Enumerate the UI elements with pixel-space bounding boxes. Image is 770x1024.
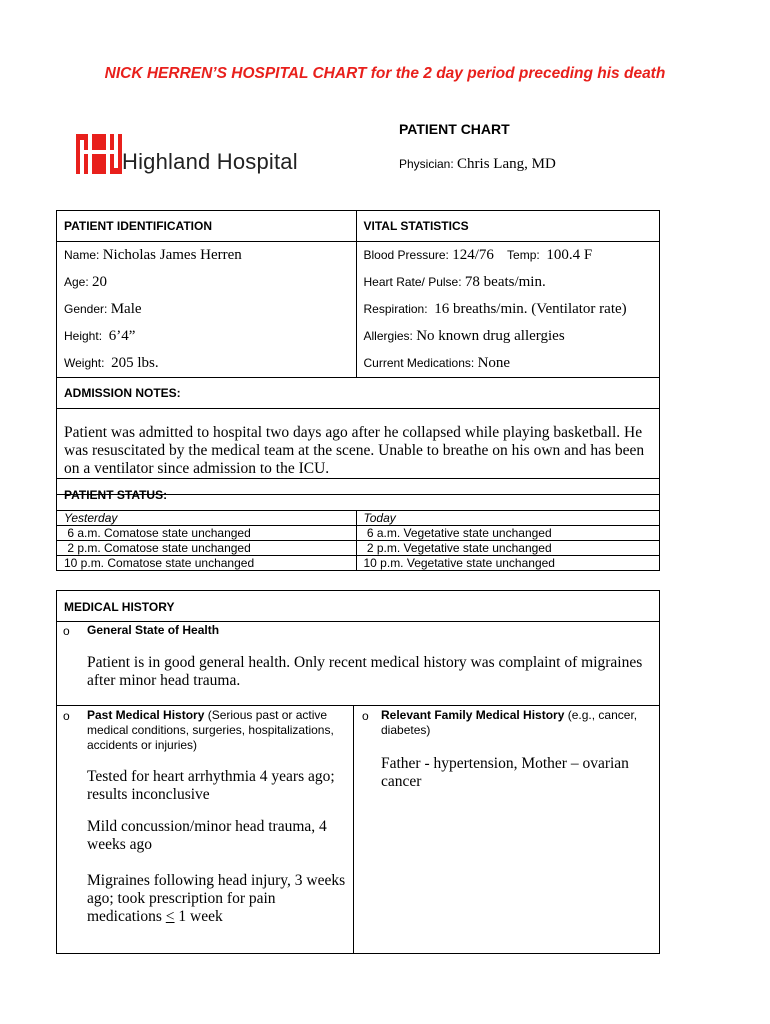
physician-line xyxy=(399,156,556,173)
gender-field: Gender: Male xyxy=(57,296,357,323)
bullet-icon: o xyxy=(63,624,70,638)
status-row: 2 p.m. Vegetative state unchanged xyxy=(356,541,660,556)
general-health-title: General State of Health xyxy=(87,623,220,637)
past-history-item: Mild concussion/minor head trauma, 4 weeks ago xyxy=(87,818,327,853)
blood-pressure-field: Blood Pressure: 124/76 Temp: 100.4 F xyxy=(356,242,659,270)
admission-notes-text: Patient was admitted to hospital two days ago after he collapsed while playing basketball. He was resuscitated by the medical team at the scene. Unable to breathe on his own and has been on a ventilator since admission to the ICU. xyxy=(64,424,645,477)
patient-status-table xyxy=(56,510,660,571)
general-health-text: Patient is in good general health. Only recent medical history was complaint of migraines after minor head trauma. xyxy=(87,654,643,689)
past-history-item: Tested for heart arrhythmia 4 years ago; results inconclusive xyxy=(87,768,335,803)
name-field: Name: Nicholas James Herren xyxy=(57,242,357,270)
patient-info-table xyxy=(56,210,660,495)
status-row: 6 a.m. Comatose state unchanged xyxy=(57,526,357,541)
family-history-text: Father - hypertension, Mother – ovarian cancer xyxy=(381,755,629,790)
age-field: Age: 20 xyxy=(57,269,357,296)
medications-field: Current Medications: None xyxy=(356,350,659,378)
status-row: 6 a.m. Vegetative state unchanged xyxy=(356,526,660,541)
physician-label: Physician: xyxy=(399,157,454,171)
weight-field: Weight: 205 lbs. xyxy=(57,350,357,378)
bullet-icon: o xyxy=(63,709,70,723)
chart-heading: PATIENT CHART xyxy=(399,121,510,137)
vitals-header: VITAL STATISTICS xyxy=(356,211,659,242)
allergies-field: Allergies: No known drug allergies xyxy=(356,323,659,350)
document-title: NICK HERREN’S HOSPITAL CHART for the 2 day period preceding his death xyxy=(104,65,666,82)
status-row: 10 p.m. Vegetative state unchanged xyxy=(356,556,660,571)
patient-status-header: PATIENT STATUS: xyxy=(57,479,660,511)
physician-value: Chris Lang, MD xyxy=(457,156,556,172)
past-history-item: Migraines following head injury, 3 weeks ago; took prescription for pain medications < 1 week xyxy=(87,872,346,925)
medical-history-section xyxy=(56,590,660,954)
admission-notes-header: ADMISSION NOTES: xyxy=(57,378,660,409)
patient-status-header-table xyxy=(56,478,660,511)
status-row: 10 p.m. Comatose state unchanged xyxy=(57,556,357,571)
respiration-field: Respiration: 16 breaths/min. (Ventilator rate) xyxy=(356,296,659,323)
status-row: 2 p.m. Comatose state unchanged xyxy=(57,541,357,556)
identification-header: PATIENT IDENTIFICATION xyxy=(57,211,357,242)
today-label: Today xyxy=(356,511,660,526)
height-field: Height: 6’4” xyxy=(57,323,357,350)
yesterday-label: Yesterday xyxy=(57,511,357,526)
family-history-heading: Relevant Family Medical History (e.g., cancer, diabetes) xyxy=(381,708,638,737)
bullet-icon: o xyxy=(362,709,369,723)
medical-history-header: MEDICAL HISTORY xyxy=(64,600,175,614)
heart-rate-field: Heart Rate/ Pulse: 78 beats/min. xyxy=(356,269,659,296)
past-history-heading: Past Medical History (Serious past or active medical conditions, surgeries, hospitalizations, accidents or injuries) xyxy=(87,708,334,752)
hospital-name: Highland Hospital xyxy=(122,149,298,174)
